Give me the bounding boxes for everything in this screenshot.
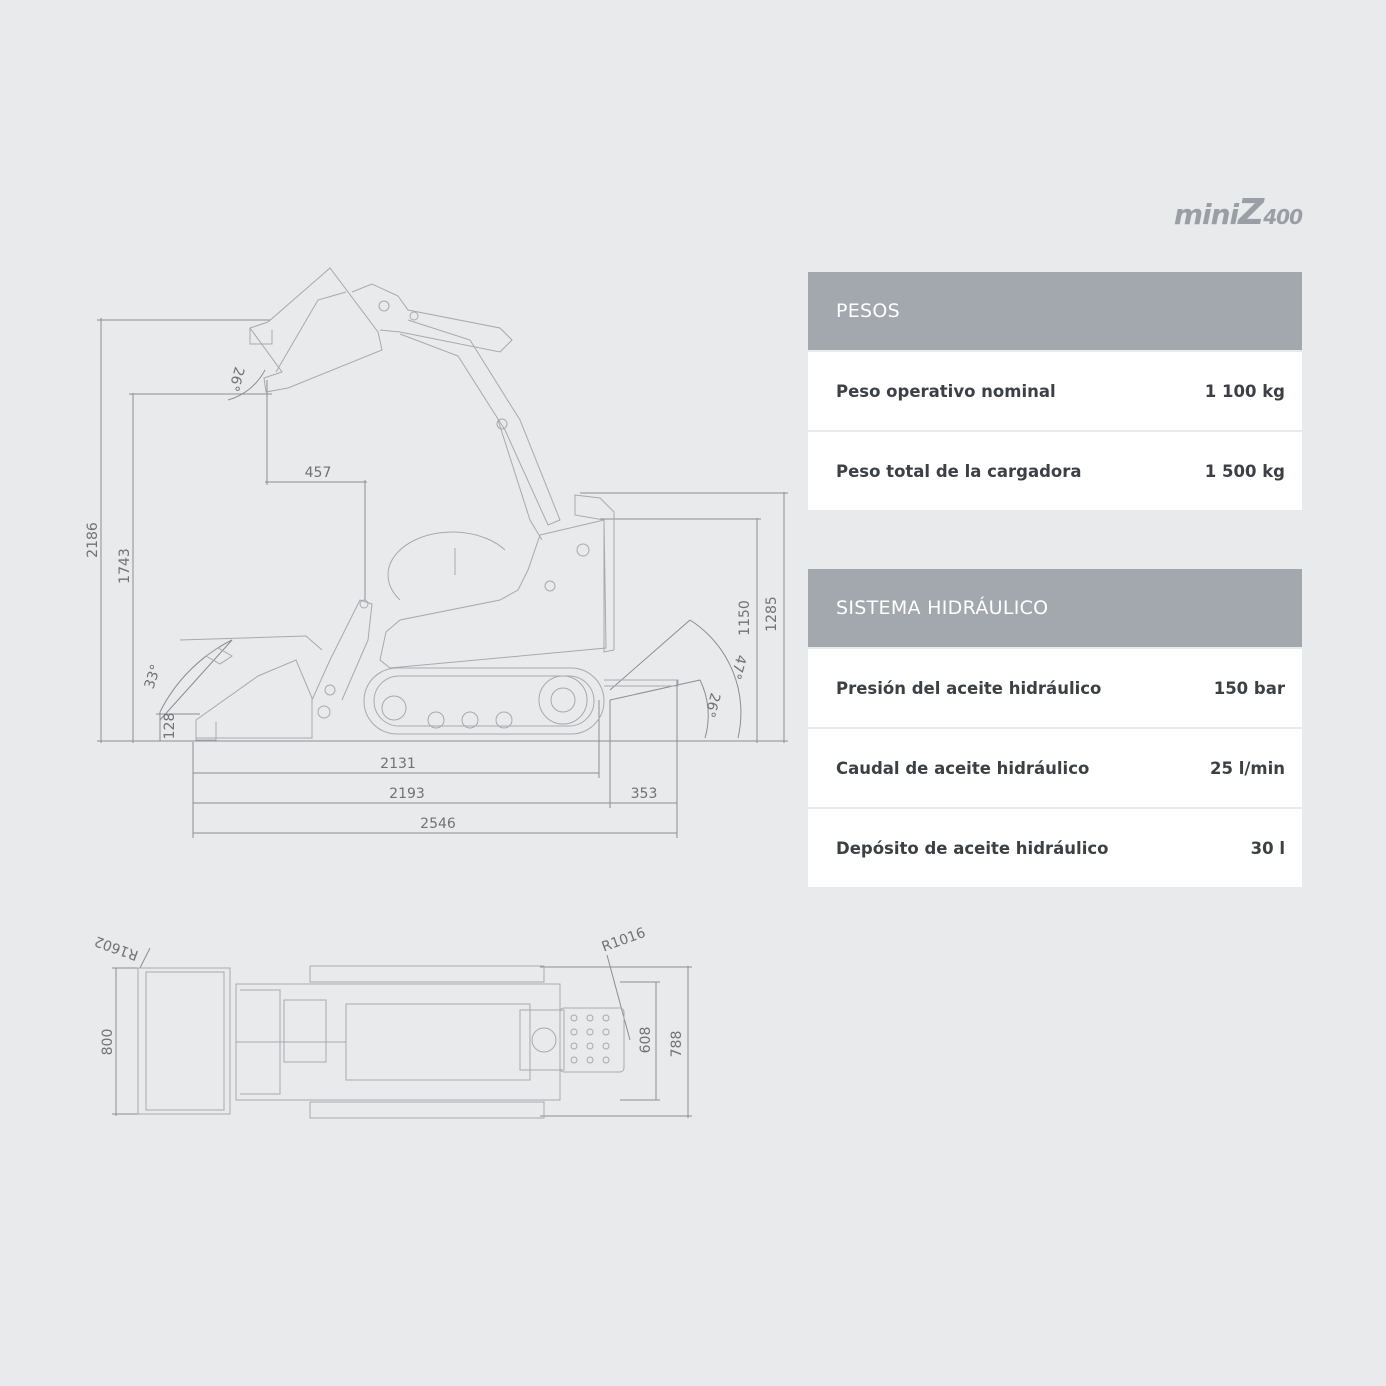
dim-2131: 2131	[380, 756, 416, 772]
row-label: Depósito de aceite hidráulico	[836, 838, 1109, 858]
side-dimension-lines	[97, 318, 788, 838]
dim-788: 788	[669, 1030, 685, 1058]
row-value: 150 bar	[1213, 678, 1285, 698]
dim-2546: 2546	[420, 816, 456, 832]
brand-mini: mini	[1173, 198, 1239, 231]
dim-angle-33: 33°	[141, 662, 165, 692]
table-row	[808, 729, 1302, 807]
row-label: Presión del aceite hidráulico	[836, 678, 1102, 698]
top-view-loader	[138, 966, 624, 1118]
brand-logo	[1174, 192, 1302, 233]
hydraulic-table-title: SISTEMA HIDRÁULICO	[808, 569, 1302, 647]
row-value: 1 100 kg	[1204, 381, 1285, 401]
dim-800: 800	[100, 1028, 116, 1056]
top-dimension-lines	[112, 948, 692, 1118]
dim-angle-26-rear: 26°	[700, 690, 723, 720]
dim-1150: 1150	[737, 600, 753, 636]
side-view-loader	[180, 268, 678, 740]
dim-2186: 2186	[85, 522, 101, 558]
row-label: Peso total de la cargadora	[836, 461, 1082, 481]
table-row	[808, 432, 1302, 510]
row-label: Peso operativo nominal	[836, 381, 1056, 401]
dim-r1602: R1602	[92, 932, 141, 964]
dim-128: 128	[162, 712, 178, 740]
row-label: Caudal de aceite hidráulico	[836, 758, 1090, 778]
row-value: 1 500 kg	[1204, 461, 1285, 481]
weights-table	[808, 272, 1302, 510]
brand-model: 400	[1263, 205, 1302, 229]
weights-table-title: PESOS	[808, 272, 1302, 350]
dim-1743: 1743	[117, 548, 133, 584]
dim-457: 457	[304, 465, 332, 481]
brand-z: Z	[1238, 192, 1264, 233]
hydraulic-table	[808, 569, 1302, 887]
dim-2193: 2193	[389, 786, 425, 802]
platform-holes	[571, 1015, 609, 1063]
top-dimension-labels	[93, 925, 685, 1057]
row-value: 25 l/min	[1210, 758, 1285, 778]
dim-angle-47: 47°	[726, 652, 749, 682]
table-row	[808, 649, 1302, 727]
table-row	[808, 809, 1302, 887]
dim-1285: 1285	[764, 596, 780, 632]
row-value: 30 l	[1250, 838, 1285, 858]
dim-r1016: R1016	[599, 924, 648, 956]
table-row	[808, 352, 1302, 430]
dim-608: 608	[638, 1026, 654, 1054]
side-dimension-labels	[85, 365, 780, 832]
dim-angle-26-top: 26°	[224, 364, 247, 394]
dim-353: 353	[630, 786, 658, 802]
